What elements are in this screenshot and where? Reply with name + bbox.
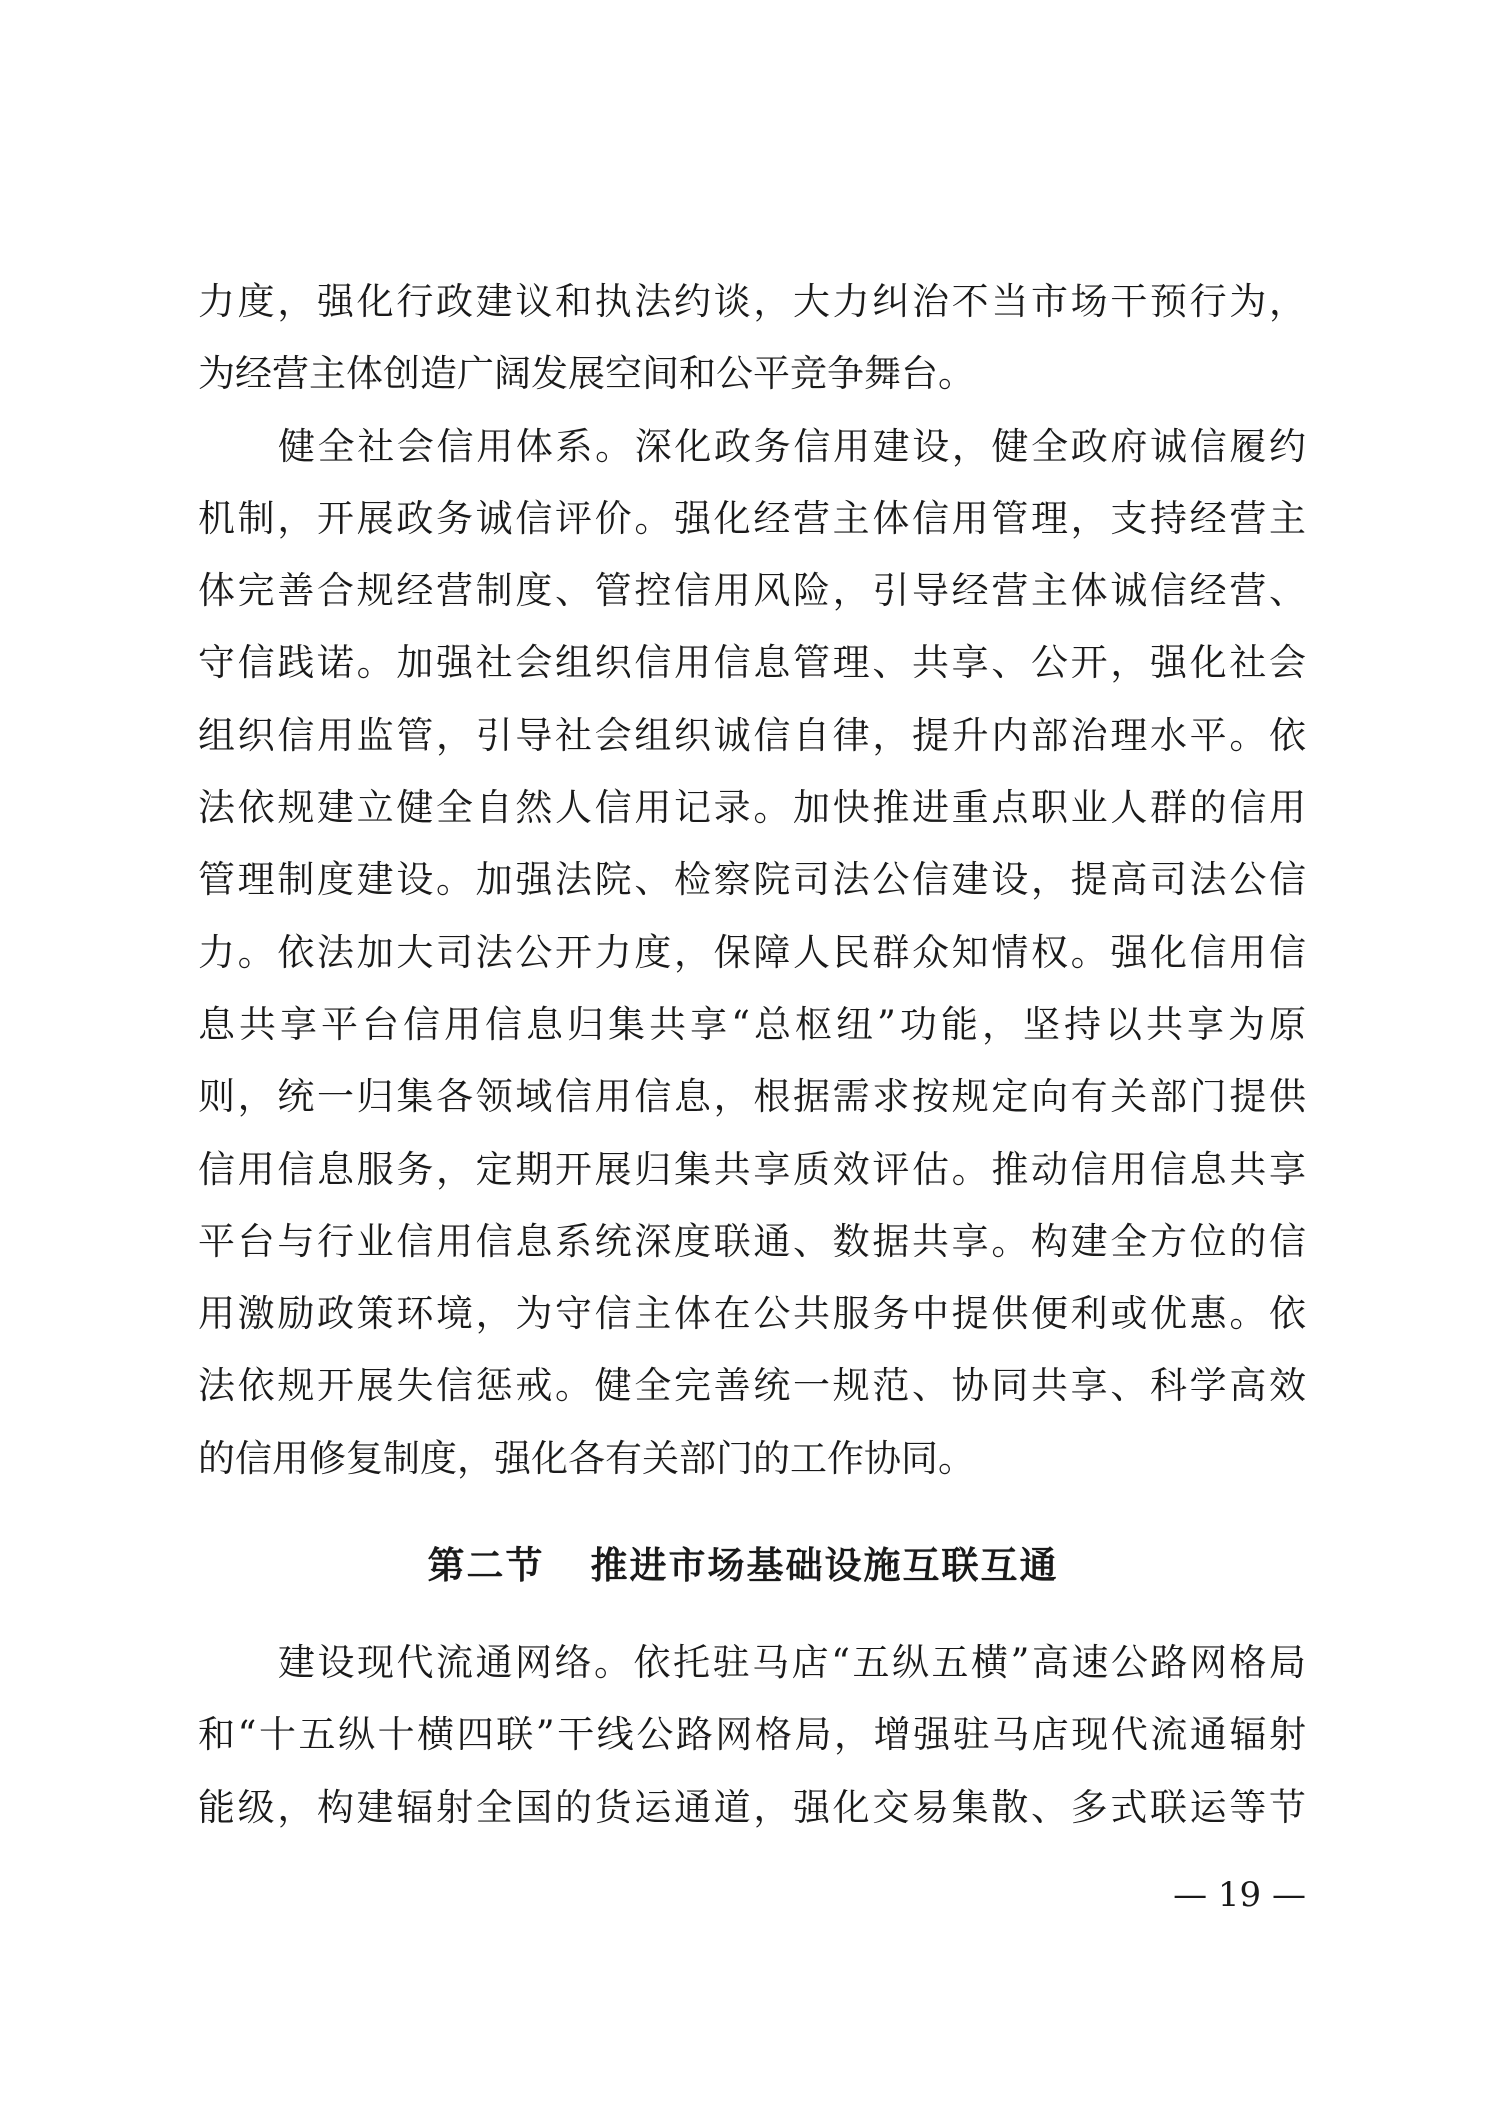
section-number: 第二节 [427, 1544, 545, 1587]
body-text-upper [198, 266, 1306, 1495]
body-text-lower [198, 1627, 1306, 1844]
text-line: 管理制度建设。加强法院、检察院司法公信建设，提高司法公信 [198, 858, 1306, 902]
text-line: 体完善合规经营制度、管控信用风险，引导经营主体诚信经营、 [198, 569, 1306, 613]
text-line: 信用信息服务，定期开展归集共享质效评估。推动信用信息共享 [198, 1147, 1306, 1191]
text-line: 平台与行业信用信息系统深度联通、数据共享。构建全方位的信 [198, 1219, 1306, 1263]
text-line: 为经营主体创造广阔发展空间和公平竞争舞台。 [198, 352, 975, 396]
text-line: 力。依法加大司法公开力度，保障人民群众知情权。强化信用信 [198, 930, 1306, 974]
text-line: 的信用修复制度，强化各有关部门的工作协同。 [198, 1436, 975, 1480]
section-heading [0, 1536, 1486, 1596]
text-line: 组织信用监管，引导社会组织诚信自律，提升内部治理水平。依 [198, 713, 1306, 757]
text-line: 守信践诺。加强社会组织信用信息管理、共享、公开，强化社会 [198, 641, 1306, 685]
text-line: 则，统一归集各领域信用信息，根据需求按规定向有关部门提供 [198, 1075, 1306, 1119]
page-number: — 19 — [1173, 1875, 1306, 1915]
section-title: 推进市场基础设施互联互通 [590, 1544, 1059, 1587]
text-line: 息共享平台信用信息归集共享“总枢纽”功能，坚持以共享为原 [198, 1002, 1306, 1046]
text-line: 法依规开展失信惩戒。健全完善统一规范、协同共享、科学高效 [198, 1364, 1306, 1408]
text-line: 法依规建立健全自然人信用记录。加快推进重点职业人群的信用 [198, 786, 1306, 830]
text-line: 健全社会信用体系。深化政务信用建设，健全政府诚信履约 [278, 424, 1306, 468]
text-line: 力度，强化行政建议和执法约谈，大力纠治不当市场干预行为， [198, 280, 1306, 323]
text-line: 和“十五纵十横四联”干线公路网格局，增强驻马店现代流通辐射 [198, 1713, 1306, 1757]
text-line: 建设现代流通网络。依托驻马店“五纵五横”高速公路网格局 [278, 1641, 1306, 1684]
text-line: 机制，开展政务诚信评价。强化经营主体信用管理，支持经营主 [198, 496, 1306, 540]
text-line: 能级，构建辐射全国的货运通道，强化交易集散、多式联运等节 [198, 1785, 1306, 1829]
text-line: 用激励政策环境，为守信主体在公共服务中提供便利或优惠。依 [198, 1292, 1306, 1336]
